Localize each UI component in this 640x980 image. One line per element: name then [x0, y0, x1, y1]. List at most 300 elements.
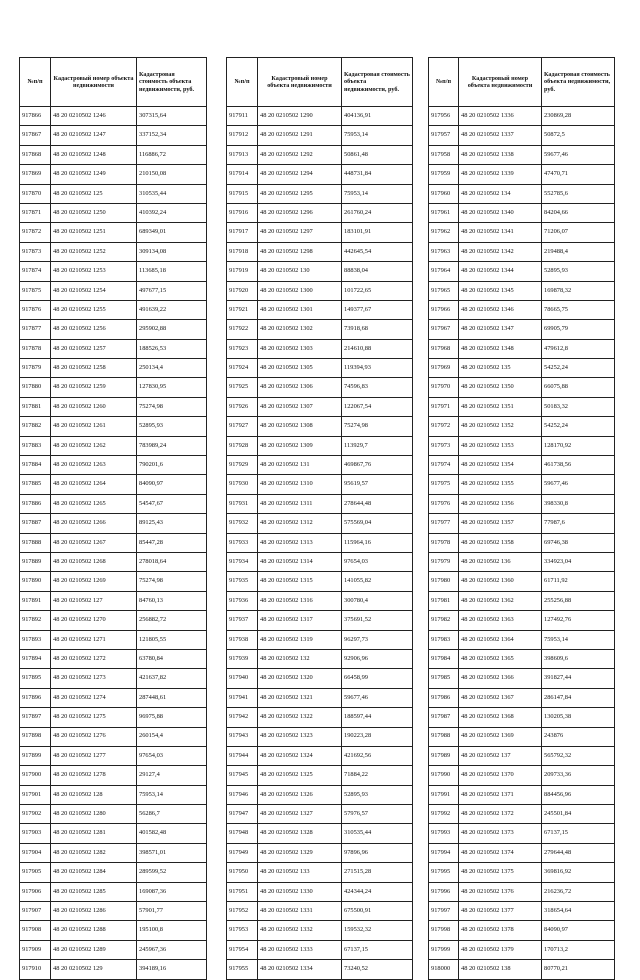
table-row: [227, 533, 413, 552]
row-number: 917886: [20, 494, 51, 513]
cadastral-cost: 209733,36: [542, 766, 615, 785]
cadastral-cost: 97896,96: [342, 843, 413, 862]
row-number: 917946: [227, 785, 258, 804]
row-number: 917889: [20, 552, 51, 571]
table-row: [429, 882, 615, 901]
cadastral-cost: 69746,38: [542, 533, 615, 552]
row-number: 917959: [429, 165, 459, 184]
cadastral-cost: 75274,98: [342, 417, 413, 436]
row-number: 917932: [227, 514, 258, 533]
table-row: [227, 126, 413, 145]
cadastral-cost: 84090,97: [542, 921, 615, 940]
cadastral-cost: 97654,03: [137, 746, 207, 765]
table-row: [20, 552, 207, 571]
row-number: 917913: [227, 145, 258, 164]
table-row: [429, 940, 615, 959]
table-row: [227, 611, 413, 630]
row-number: 917977: [429, 514, 459, 533]
table-row: [20, 203, 207, 222]
table-row: [227, 397, 413, 416]
cadastral-number: 48 20 0210502 1273: [51, 669, 137, 688]
cadastral-number: 48 20 0210502 1352: [459, 417, 542, 436]
row-number: 917868: [20, 145, 51, 164]
table-row: [227, 378, 413, 397]
row-number: 917884: [20, 456, 51, 475]
table-row: [227, 359, 413, 378]
cadastral-number: 48 20 0210502 1351: [459, 397, 542, 416]
cadastral-number: 48 20 0210502 1269: [51, 572, 137, 591]
table-row: [227, 242, 413, 261]
cadastral-cost: 159532,32: [342, 921, 413, 940]
cadastral-number: 48 20 0210502 1357: [459, 514, 542, 533]
cadastral-number: 48 20 0210502 1281: [51, 824, 137, 843]
header-cost: Кадастровая стоимость объекта недвижимости, руб.: [342, 58, 413, 107]
row-number: 917925: [227, 378, 258, 397]
header-cadastral: Кадастровый номер объекта недвижимости: [51, 58, 137, 107]
row-number: 917914: [227, 165, 258, 184]
cadastral-number: 48 20 0210502 1262: [51, 436, 137, 455]
row-number: 917872: [20, 223, 51, 242]
cadastral-cost: 130205,38: [542, 708, 615, 727]
row-number: 917923: [227, 339, 258, 358]
cadastral-cost: 310535,44: [342, 824, 413, 843]
table-row: [429, 436, 615, 455]
cadastral-cost: 63780,84: [137, 649, 207, 668]
cadastral-number: 48 20 0210502 1250: [51, 203, 137, 222]
table-row: [429, 378, 615, 397]
table-row: [20, 494, 207, 513]
row-number: 917936: [227, 591, 258, 610]
cadastral-cost: 75953,14: [137, 785, 207, 804]
row-number: 917981: [429, 591, 459, 610]
row-number: 917973: [429, 436, 459, 455]
cadastral-cost: 334923,04: [542, 552, 615, 571]
table-row: [20, 475, 207, 494]
table-row: [20, 339, 207, 358]
row-number: 917953: [227, 921, 258, 940]
table-row: [20, 533, 207, 552]
table-row: [20, 262, 207, 281]
cadastral-cost: 149377,67: [342, 300, 413, 319]
cadastral-number: 48 20 0210502 1346: [459, 300, 542, 319]
cadastral-cost: 278644,48: [342, 494, 413, 513]
cadastral-cost: 271515,28: [342, 863, 413, 882]
row-number: 917970: [429, 378, 459, 397]
table-row: [429, 300, 615, 319]
row-number: 917963: [429, 242, 459, 261]
cadastral-number: 48 20 0210502 1259: [51, 378, 137, 397]
table-row: [20, 785, 207, 804]
cadastral-cost: 195100,8: [137, 921, 207, 940]
row-number: 917999: [429, 940, 459, 959]
cadastral-number: 48 20 0210502 1324: [258, 746, 342, 765]
table-row: [227, 785, 413, 804]
row-number: 917929: [227, 456, 258, 475]
cadastral-cost: 421692,56: [342, 746, 413, 765]
row-number: 917928: [227, 436, 258, 455]
cadastral-cost: 61711,92: [542, 572, 615, 591]
cadastral-number: 48 20 0210502 138: [459, 960, 542, 979]
cadastral-cost: 66458,99: [342, 669, 413, 688]
table-row: [20, 766, 207, 785]
row-number: 917987: [429, 708, 459, 727]
cadastral-number: 48 20 0210502 1373: [459, 824, 542, 843]
row-number: 917912: [227, 126, 258, 145]
cadastral-cost: 122067,54: [342, 397, 413, 416]
row-number: 917938: [227, 630, 258, 649]
cadastral-cost: 97654,03: [342, 552, 413, 571]
cadastral-cost: 300780,4: [342, 591, 413, 610]
row-number: 917957: [429, 126, 459, 145]
table-row: [227, 494, 413, 513]
row-number: 917875: [20, 281, 51, 300]
table-row: [429, 223, 615, 242]
table-row: [227, 960, 413, 979]
cadastral-cost: 410392,24: [137, 203, 207, 222]
cadastral-cost: 169087,36: [137, 882, 207, 901]
cadastral-number: 48 20 0210502 130: [258, 262, 342, 281]
row-number: 917919: [227, 262, 258, 281]
cadastral-cost: 89125,43: [137, 514, 207, 533]
cadastral-number: 48 20 0210502 1286: [51, 902, 137, 921]
header-num: №п/п: [20, 58, 51, 107]
cadastral-number: 48 20 0210502 1274: [51, 688, 137, 707]
row-number: 917947: [227, 805, 258, 824]
table-row: [20, 514, 207, 533]
cadastral-cost: 790201,6: [137, 456, 207, 475]
cadastral-number: 48 20 0210502 1290: [258, 107, 342, 126]
table-row: [20, 223, 207, 242]
cadastral-cost: 54252,24: [542, 417, 615, 436]
table-row: [429, 262, 615, 281]
header-num: №п/п: [227, 58, 258, 107]
cadastral-number: 48 20 0210502 1298: [258, 242, 342, 261]
cadastral-cost: 309134,08: [137, 242, 207, 261]
row-number: 917899: [20, 746, 51, 765]
table-row: [227, 727, 413, 746]
cadastral-number: 48 20 0210502 1364: [459, 630, 542, 649]
row-number: 917874: [20, 262, 51, 281]
table-row: [20, 359, 207, 378]
cadastral-number: 48 20 0210502 1334: [258, 960, 342, 979]
table-row: [20, 456, 207, 475]
table-row: [429, 339, 615, 358]
row-number: 917966: [429, 300, 459, 319]
row-number: 917916: [227, 203, 258, 222]
cadastral-cost: 95619,57: [342, 475, 413, 494]
cadastral-number: 48 20 0210502 136: [459, 552, 542, 571]
table-row: [20, 902, 207, 921]
row-number: 917893: [20, 630, 51, 649]
table-row: [227, 300, 413, 319]
cadastral-number: 48 20 0210502 1260: [51, 397, 137, 416]
row-number: 917904: [20, 843, 51, 862]
cadastral-cost: 398571,01: [137, 843, 207, 862]
row-number: 917909: [20, 940, 51, 959]
table-row: [227, 184, 413, 203]
cadastral-cost: 67137,15: [342, 940, 413, 959]
table-row: [429, 785, 615, 804]
cadastral-number: 48 20 0210502 1325: [258, 766, 342, 785]
cadastral-cost: 398609,6: [542, 649, 615, 668]
cadastral-cost: 84204,66: [542, 203, 615, 222]
cadastral-number: 48 20 0210502 1356: [459, 494, 542, 513]
cadastral-cost: 29127,4: [137, 766, 207, 785]
row-number: 917985: [429, 669, 459, 688]
row-number: 917986: [429, 688, 459, 707]
cadastral-cost: 287448,61: [137, 688, 207, 707]
cadastral-cost: 250134,4: [137, 359, 207, 378]
cadastral-cost: 190223,28: [342, 727, 413, 746]
cadastral-number: 48 20 0210502 1360: [459, 572, 542, 591]
cadastral-number: 48 20 0210502 1277: [51, 746, 137, 765]
table-row: [429, 359, 615, 378]
cadastral-cost: 73240,52: [342, 960, 413, 979]
row-number: 917952: [227, 902, 258, 921]
cadastral-cost: 119394,93: [342, 359, 413, 378]
cadastral-cost: 261760,24: [342, 203, 413, 222]
header-cadastral: Кадастровый номер объекта недвижимости: [459, 58, 542, 107]
cadastral-number: 48 20 0210502 1265: [51, 494, 137, 513]
row-number: 917960: [429, 184, 459, 203]
header-cost: Кадастровая стоимость объекта недвижимости, руб.: [137, 58, 207, 107]
cadastral-number: 48 20 0210502 1371: [459, 785, 542, 804]
cadastral-cost: 71884,22: [342, 766, 413, 785]
table-row: [227, 649, 413, 668]
cadastral-cost: 219488,4: [542, 242, 615, 261]
cadastral-number: 48 20 0210502 1295: [258, 184, 342, 203]
table-row: [227, 456, 413, 475]
table-body: [20, 107, 207, 980]
header-num: №п/п: [429, 58, 459, 107]
cadastral-number: 48 20 0210502 1251: [51, 223, 137, 242]
table-row: [20, 882, 207, 901]
row-number: 917990: [429, 766, 459, 785]
cadastral-cost: 442645,54: [342, 242, 413, 261]
cadastral-cost: 75953,14: [542, 630, 615, 649]
cadastral-number: 48 20 0210502 1280: [51, 805, 137, 824]
row-number: 917964: [429, 262, 459, 281]
cadastral-cost: 52895,93: [137, 417, 207, 436]
cadastral-number: 48 20 0210502 1365: [459, 649, 542, 668]
table-row: [429, 320, 615, 339]
row-number: 917939: [227, 649, 258, 668]
table-row: [429, 863, 615, 882]
table-row: [429, 475, 615, 494]
row-number: 917878: [20, 339, 51, 358]
cadastral-cost: 75274,98: [137, 397, 207, 416]
cadastral-number: 48 20 0210502 1268: [51, 552, 137, 571]
cadastral-number: 48 20 0210502 1332: [258, 921, 342, 940]
cadastral-cost: 469867,76: [342, 456, 413, 475]
table-row: [429, 805, 615, 824]
row-number: 917867: [20, 126, 51, 145]
cadastral-cost: 50861,48: [342, 145, 413, 164]
cadastral-number: 48 20 0210502 1339: [459, 165, 542, 184]
cadastral-number: 48 20 0210502 1302: [258, 320, 342, 339]
table-row: [429, 649, 615, 668]
table-row: [429, 669, 615, 688]
cadastral-number: 48 20 0210502 1363: [459, 611, 542, 630]
row-number: 917949: [227, 843, 258, 862]
table-row: [20, 145, 207, 164]
cadastral-number: 48 20 0210502 1292: [258, 145, 342, 164]
table-row: [227, 203, 413, 222]
cadastral-cost: 575569,04: [342, 514, 413, 533]
table-row: [429, 494, 615, 513]
cadastral-number: 48 20 0210502 125: [51, 184, 137, 203]
row-number: 917995: [429, 863, 459, 882]
row-number: 917968: [429, 339, 459, 358]
table-row: [227, 708, 413, 727]
cadastral-cost: 78665,75: [542, 300, 615, 319]
cadastral-cost: 75953,14: [342, 126, 413, 145]
table-row: [20, 863, 207, 882]
row-number: 917961: [429, 203, 459, 222]
cadastral-cost: 54547,67: [137, 494, 207, 513]
cadastral-cost: 479612,8: [542, 339, 615, 358]
cadastral-cost: 52895,93: [542, 262, 615, 281]
cadastral-number: 48 20 0210502 1327: [258, 805, 342, 824]
row-number: 917907: [20, 902, 51, 921]
cadastral-number: 48 20 0210502 1306: [258, 378, 342, 397]
row-number: 917883: [20, 436, 51, 455]
cadastral-number: 48 20 0210502 1248: [51, 145, 137, 164]
row-number: 918000: [429, 960, 459, 979]
table-row: [429, 572, 615, 591]
cadastral-cost: 54252,24: [542, 359, 615, 378]
row-number: 917935: [227, 572, 258, 591]
table-row: [20, 591, 207, 610]
cadastral-number: 48 20 0210502 137: [459, 746, 542, 765]
cadastral-cost: 50872,5: [542, 126, 615, 145]
table-row: [227, 552, 413, 571]
table-row: [429, 203, 615, 222]
table-row: [227, 436, 413, 455]
table-row: [227, 281, 413, 300]
table-row: [227, 107, 413, 126]
table-row: [227, 262, 413, 281]
table-body: [429, 107, 615, 980]
table-row: [429, 107, 615, 126]
cadastral-cost: 884456,96: [542, 785, 615, 804]
cadastral-number: 48 20 0210502 128: [51, 785, 137, 804]
cadastral-number: 48 20 0210502 1330: [258, 882, 342, 901]
cadastral-number: 48 20 0210502 1284: [51, 863, 137, 882]
row-number: 917906: [20, 882, 51, 901]
row-number: 917908: [20, 921, 51, 940]
cadastral-number: 48 20 0210502 1379: [459, 940, 542, 959]
row-number: 917879: [20, 359, 51, 378]
cadastral-number: 48 20 0210502 1338: [459, 145, 542, 164]
cadastral-cost: 59677,46: [542, 475, 615, 494]
table-row: [429, 456, 615, 475]
row-number: 917974: [429, 456, 459, 475]
row-number: 917997: [429, 902, 459, 921]
table-row: [20, 397, 207, 416]
cadastral-number: 48 20 0210502 1308: [258, 417, 342, 436]
cadastral-number: 48 20 0210502 1375: [459, 863, 542, 882]
table-row: [429, 397, 615, 416]
table-row: [20, 184, 207, 203]
cadastral-cost: 113685,18: [137, 262, 207, 281]
cadastral-number: 48 20 0210502 1257: [51, 339, 137, 358]
table-row: [429, 242, 615, 261]
row-number: 917942: [227, 708, 258, 727]
row-number: 917887: [20, 514, 51, 533]
cadastral-cost: 278018,64: [137, 552, 207, 571]
table-row: [20, 688, 207, 707]
cadastral-number: 48 20 0210502 1267: [51, 533, 137, 552]
cadastral-number: 48 20 0210502 135: [459, 359, 542, 378]
table-row: [20, 417, 207, 436]
table-row: [429, 126, 615, 145]
cadastral-number: 48 20 0210502 1340: [459, 203, 542, 222]
cadastral-number: 48 20 0210502 1322: [258, 708, 342, 727]
row-number: 917941: [227, 688, 258, 707]
cadastral-cost: 59677,46: [542, 145, 615, 164]
cadastral-number: 48 20 0210502 1270: [51, 611, 137, 630]
cadastral-cost: 210150,08: [137, 165, 207, 184]
table-row: [429, 611, 615, 630]
cadastral-cost: 52895,93: [342, 785, 413, 804]
cadastral-number: 48 20 0210502 1336: [459, 107, 542, 126]
cadastral-number: 48 20 0210502 1276: [51, 727, 137, 746]
table-row: [429, 960, 615, 979]
cadastral-cost: 286147,84: [542, 688, 615, 707]
row-number: 917885: [20, 475, 51, 494]
cadastral-cost: 74596,83: [342, 378, 413, 397]
cadastral-number: 48 20 0210502 1326: [258, 785, 342, 804]
cadastral-cost: 127830,95: [137, 378, 207, 397]
table-row: [20, 572, 207, 591]
cadastral-number: 48 20 0210502 1291: [258, 126, 342, 145]
cadastral-number: 48 20 0210502 133: [258, 863, 342, 882]
row-number: 917910: [20, 960, 51, 979]
cadastral-number: 48 20 0210502 1254: [51, 281, 137, 300]
cadastral-cost: 66075,88: [542, 378, 615, 397]
row-number: 917983: [429, 630, 459, 649]
table-row: [227, 805, 413, 824]
table-row: [227, 921, 413, 940]
row-number: 917902: [20, 805, 51, 824]
row-number: 917901: [20, 785, 51, 804]
row-number: 917930: [227, 475, 258, 494]
row-number: 917943: [227, 727, 258, 746]
table-row: [20, 126, 207, 145]
cadastral-cost: 73918,68: [342, 320, 413, 339]
table-row: [20, 165, 207, 184]
cadastral-cost: 461738,56: [542, 456, 615, 475]
cadastral-number: 48 20 0210502 1275: [51, 708, 137, 727]
table-row: [227, 320, 413, 339]
cadastral-number: 48 20 0210502 1333: [258, 940, 342, 959]
table-row: [429, 591, 615, 610]
cadastral-number: 48 20 0210502 1311: [258, 494, 342, 513]
row-number: 917978: [429, 533, 459, 552]
cadastral-cost: 245967,36: [137, 940, 207, 959]
row-number: 917994: [429, 843, 459, 862]
row-number: 917911: [227, 107, 258, 126]
cadastral-cost: 75953,14: [342, 184, 413, 203]
cadastral-cost: 84760,13: [137, 591, 207, 610]
cadastral-number: 48 20 0210502 1366: [459, 669, 542, 688]
cadastral-number: 48 20 0210502 1355: [459, 475, 542, 494]
cadastral-number: 48 20 0210502 1348: [459, 339, 542, 358]
row-number: 917870: [20, 184, 51, 203]
cadastral-number: 48 20 0210502 1354: [459, 456, 542, 475]
table-row: [227, 766, 413, 785]
